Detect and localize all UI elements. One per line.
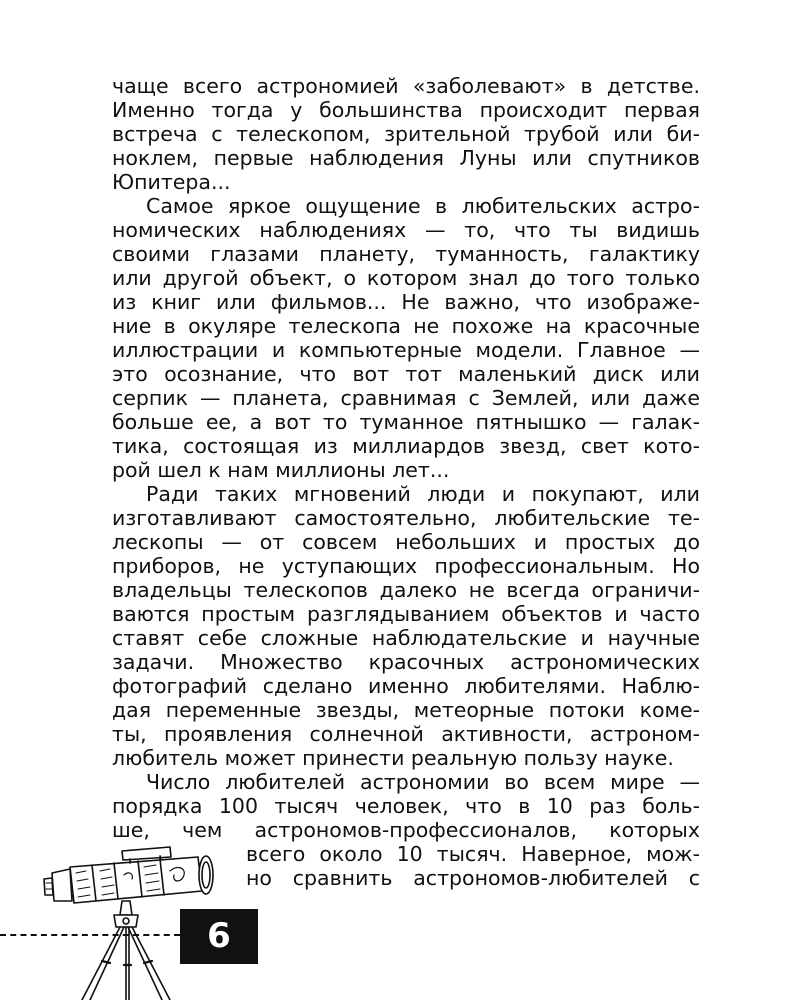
text-line: тика, состоящая из миллиардов звезд, свет кото- xyxy=(112,434,700,458)
text-line: чаще всего астрономией «заболевают» в детстве. xyxy=(112,74,700,98)
footer-dashed-rule xyxy=(0,934,180,936)
text-line: рой шел к нам миллионы лет... xyxy=(112,458,450,482)
text-line: фотографий сделано именно любителями. Наблю- xyxy=(112,674,700,698)
main-text xyxy=(112,74,700,842)
text-line: ставят себе сложные наблюдательские и научные xyxy=(112,626,700,650)
text-line: лескопы — от совсем небольших и простых до xyxy=(112,530,700,554)
text-line: Юпитера... xyxy=(112,170,231,194)
text-line: порядка 100 тысяч человек, что в 10 раз боль- xyxy=(112,794,700,818)
text-line: ноклем, первые наблюдения Луны или спутников xyxy=(112,146,700,170)
main-text-narrow xyxy=(246,842,700,890)
text-line: серпик — планета, сравнимая с Землей, или даже xyxy=(112,386,700,410)
text-line: это осознание, что вот тот маленький диск или xyxy=(112,362,700,386)
text-line: ше, чем астрономов-профессионалов, которых xyxy=(112,818,700,842)
text-line: Число любителей астрономии во всем мире — xyxy=(146,770,700,794)
text-line: Именно тогда у большинства происходит первая xyxy=(112,98,700,122)
text-line: задачи. Множество красочных астрономических xyxy=(112,650,700,674)
text-line: ты, проявления солнечной активности, астроном- xyxy=(112,722,700,746)
text-line: но сравнить астрономов-любителей с xyxy=(246,866,700,890)
text-line: ние в окуляре телескопа не похоже на красочные xyxy=(112,314,700,338)
text-line: ваются простым разглядыванием объектов и часто xyxy=(112,602,700,626)
text-line: любитель может принести реальную пользу науке. xyxy=(112,746,674,770)
text-line: владельцы телескопов далеко не всегда ограничи- xyxy=(112,578,700,602)
page-number: 6 xyxy=(180,909,258,964)
text-line: больше ее, а вот то туманное пятнышко — галак- xyxy=(112,410,700,434)
text-line: изготавливают самостоятельно, любительские те- xyxy=(112,506,700,530)
text-line: из книг или фильмов... Не важно, что изображе- xyxy=(112,290,700,314)
text-line: номических наблюдениях — то, что ты видишь xyxy=(112,218,700,242)
text-line: своими глазами планету, туманность, галактику xyxy=(112,242,700,266)
text-line: всего около 10 тысяч. Наверное, мож- xyxy=(246,842,700,866)
text-line: дая переменные звезды, метеорные потоки коме- xyxy=(112,698,700,722)
text-line: Самое яркое ощущение в любительских астро- xyxy=(146,194,700,218)
text-line: Ради таких мгновений люди и покупают, или xyxy=(146,482,700,506)
text-line: приборов, не уступающих профессиональным. Но xyxy=(112,554,700,578)
text-line: или другой объект, о котором знал до того только xyxy=(112,266,700,290)
text-line: встреча с телескопом, зрительной трубой или би- xyxy=(112,122,700,146)
text-line: иллюстрации и компьютерные модели. Главное — xyxy=(112,338,700,362)
